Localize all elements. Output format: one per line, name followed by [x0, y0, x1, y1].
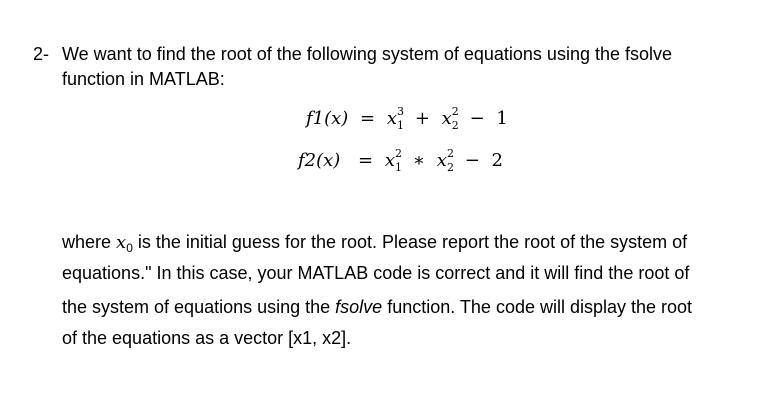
initial-guess-var: x — [116, 232, 127, 253]
equation-f1: f1(x) = x 3 1 + x 2 2 − 1 — [306, 105, 508, 132]
minus-sign: − — [469, 108, 485, 129]
question-line-2: function in MATLAB: — [62, 69, 225, 89]
minus-sign: − — [464, 150, 480, 171]
variable-x2: x — [441, 108, 452, 129]
paragraph-line-3 — [62, 295, 692, 319]
paragraph-text: where — [62, 232, 117, 252]
multiply-sign: ∗ — [412, 150, 426, 171]
constant-1: 1 — [496, 108, 508, 129]
variable-x1: x — [386, 108, 398, 129]
question-number: 2- — [33, 44, 50, 64]
paragraph-line-4: of the equations as a vector [x1, x2]. — [62, 328, 352, 348]
plus-sign: + — [414, 108, 430, 129]
paragraph-line-1 — [62, 230, 687, 260]
variable-x2: x — [436, 150, 447, 171]
equation-f1-label: f1(x) — [306, 108, 349, 129]
paragraph-text: is the initial guess for the root. Please report the root of the system of — [132, 232, 688, 252]
equation-f2-label: f2(x) — [298, 150, 341, 171]
initial-guess-subscript: 0 — [126, 241, 133, 255]
question-line-1: We want to find the root of the following system of equations using the fsolve — [62, 44, 673, 64]
paragraph-line-2: equations." In this case, your MATLAB code is correct and it will find the root of — [62, 263, 690, 283]
equals-sign: = — [358, 150, 374, 171]
constant-2: 2 — [491, 150, 503, 171]
variable-x1: x — [384, 150, 396, 171]
equation-f2: f2(x) = x 2 1 ∗ x 2 2 − 2 — [298, 147, 503, 174]
fsolve-function-name: fsolve — [335, 297, 383, 317]
equals-sign: = — [360, 108, 376, 129]
paragraph-text: function. The code will display the root — [382, 297, 693, 317]
paragraph-text: the system of equations using the — [62, 297, 336, 317]
